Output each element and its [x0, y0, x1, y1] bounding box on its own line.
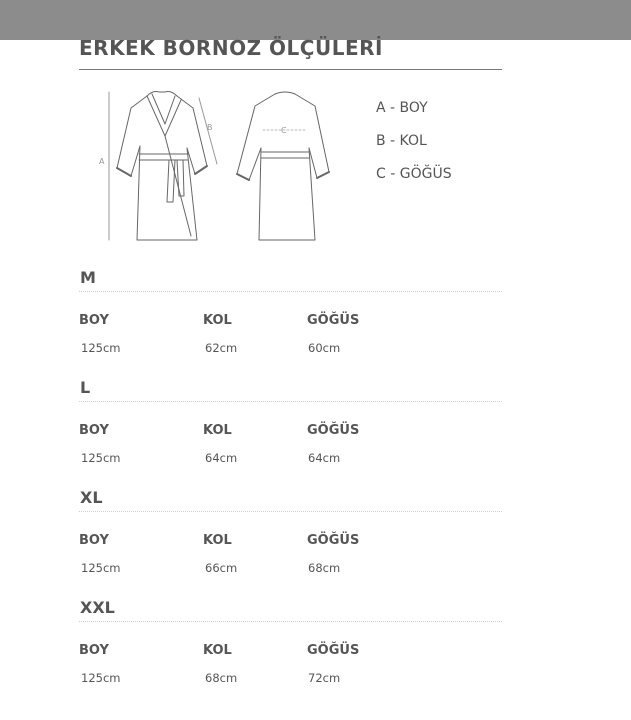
column-header-boy: BOY	[79, 313, 109, 328]
size-section-m	[79, 268, 502, 368]
column-header-boy: BOY	[79, 423, 109, 438]
size-section-l	[79, 378, 502, 478]
column-header-gogus: GÖĞÜS	[307, 643, 360, 658]
value-gogus: 60cm	[308, 341, 341, 355]
column-header-boy: BOY	[79, 643, 109, 658]
robe-back-drawing	[237, 92, 329, 240]
column-header-boy: BOY	[79, 533, 109, 548]
size-divider	[79, 291, 502, 292]
size-section-xxl	[79, 598, 502, 698]
size-divider	[79, 401, 502, 402]
value-boy: 125cm	[81, 671, 121, 685]
value-boy: 125cm	[81, 451, 121, 465]
value-kol: 68cm	[205, 671, 238, 685]
column-header-kol: KOL	[203, 643, 232, 658]
title-divider	[79, 69, 502, 70]
value-kol: 66cm	[205, 561, 238, 575]
page-title: ERKEK BORNOZ ÖLÇÜLERİ	[79, 36, 383, 60]
column-header-gogus: GÖĞÜS	[307, 533, 360, 548]
size-section-xl	[79, 488, 502, 588]
size-label: XL	[80, 488, 103, 507]
column-header-gogus: GÖĞÜS	[307, 313, 360, 328]
marker-a: A	[99, 157, 105, 166]
legend-item-boy: A - BOY	[376, 100, 428, 116]
robe-front-drawing	[117, 92, 207, 241]
value-gogus: 72cm	[308, 671, 341, 685]
size-label: L	[80, 378, 91, 397]
column-header-kol: KOL	[203, 423, 232, 438]
size-divider	[79, 621, 502, 622]
legend-item-gogus: C - GÖĞÜS	[376, 166, 452, 182]
value-boy: 125cm	[81, 561, 121, 575]
size-label: XXL	[80, 598, 115, 617]
top-bar	[0, 0, 631, 40]
column-header-kol: KOL	[203, 313, 232, 328]
marker-c: C	[281, 126, 287, 135]
size-label: M	[80, 268, 96, 287]
value-kol: 62cm	[205, 341, 238, 355]
value-gogus: 68cm	[308, 561, 341, 575]
measurement-legend	[376, 100, 452, 199]
column-header-gogus: GÖĞÜS	[307, 423, 360, 438]
bathrobe-illustration	[95, 86, 335, 246]
value-boy: 125cm	[81, 341, 121, 355]
size-divider	[79, 511, 502, 512]
marker-b: B	[207, 123, 213, 132]
column-header-kol: KOL	[203, 533, 232, 548]
value-kol: 64cm	[205, 451, 238, 465]
value-gogus: 64cm	[308, 451, 341, 465]
legend-item-kol: B - KOL	[376, 133, 427, 149]
